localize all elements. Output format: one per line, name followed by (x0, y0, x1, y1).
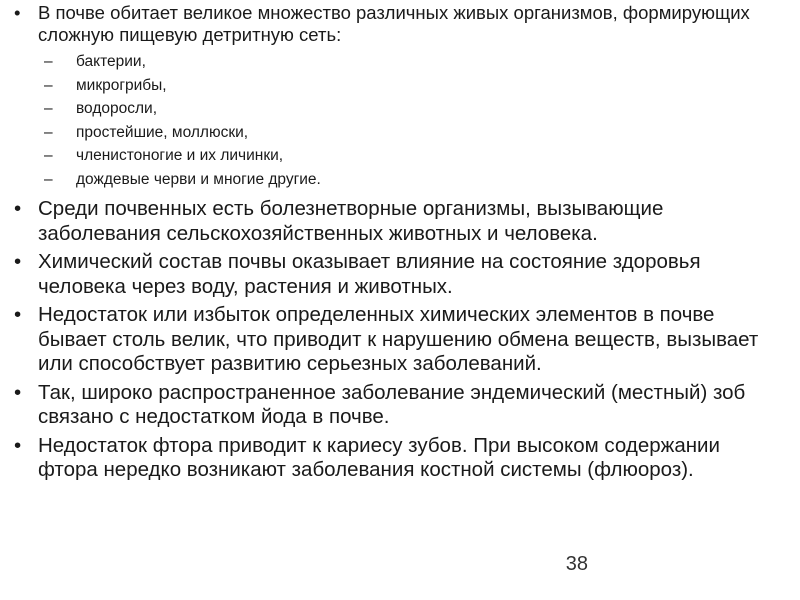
sublist-item (38, 121, 770, 145)
sublist-item-text: дождевые черви и многие другие. (76, 170, 321, 188)
dash-icon: – (44, 170, 53, 188)
sublist-item-text: бактерии, (76, 53, 146, 70)
bullet-item (10, 2, 770, 191)
bullet-icon: • (14, 2, 21, 23)
bullet-icon: • (14, 433, 22, 457)
dash-icon: – (44, 147, 53, 164)
bullet-item (10, 197, 770, 246)
bullet-item (10, 381, 770, 430)
sublist-item (38, 168, 770, 192)
dash-icon: – (44, 76, 53, 94)
bullet-icon: • (14, 197, 22, 220)
bullet-text: Недостаток фтора приводит к кариесу зубов. При высоком содержании фтора нередко возникают заболевания костной системы (флюороз). (38, 433, 720, 481)
bullet-icon: • (14, 380, 22, 404)
bullet-list (10, 2, 770, 483)
bullet-text: Недостаток или избыток определенных химических элементов в почве бывает столь велик, что приводит к нарушению обмена веществ, вызывает или способствует развитию серьезных заболеваний. (38, 303, 759, 375)
sublist-item (38, 144, 770, 168)
organism-sublist (38, 50, 770, 191)
sublist-item (38, 50, 770, 74)
dash-icon: – (44, 53, 53, 70)
bullet-text: В почве обитает великое множество различных живых организмов, формирующих сложную пищевую детритную сеть: (38, 2, 750, 45)
bullet-item (10, 434, 770, 483)
sublist-item-text: водоросли, (76, 100, 158, 117)
dash-icon: – (44, 100, 53, 117)
bullet-icon: • (14, 250, 22, 273)
bullet-text: Среди почвенных есть болезнетворные организмы, вызывающие заболевания сельскохозяйственных животных и человека. (38, 197, 664, 245)
bullet-text: Химический состав почвы оказывает влияние на состояние здоровья человека через воду, растения и животных. (38, 250, 701, 298)
page-number: 38 (565, 553, 588, 575)
bullet-text: Так, широко распространенное заболевание эндемический (местный) зоб связано с недостатком йода в почве. (38, 380, 746, 428)
sublist-item (38, 74, 770, 98)
bullet-item (10, 303, 770, 377)
bullet-item (10, 250, 770, 299)
sublist-item (38, 97, 770, 121)
dash-icon: – (44, 123, 53, 141)
sublist-item-text: микрогрибы, (76, 76, 167, 94)
bullet-icon: • (14, 303, 22, 326)
sublist-item-text: членистоногие и их личинки, (76, 147, 284, 164)
sublist-item-text: простейшие, моллюски, (76, 123, 249, 141)
